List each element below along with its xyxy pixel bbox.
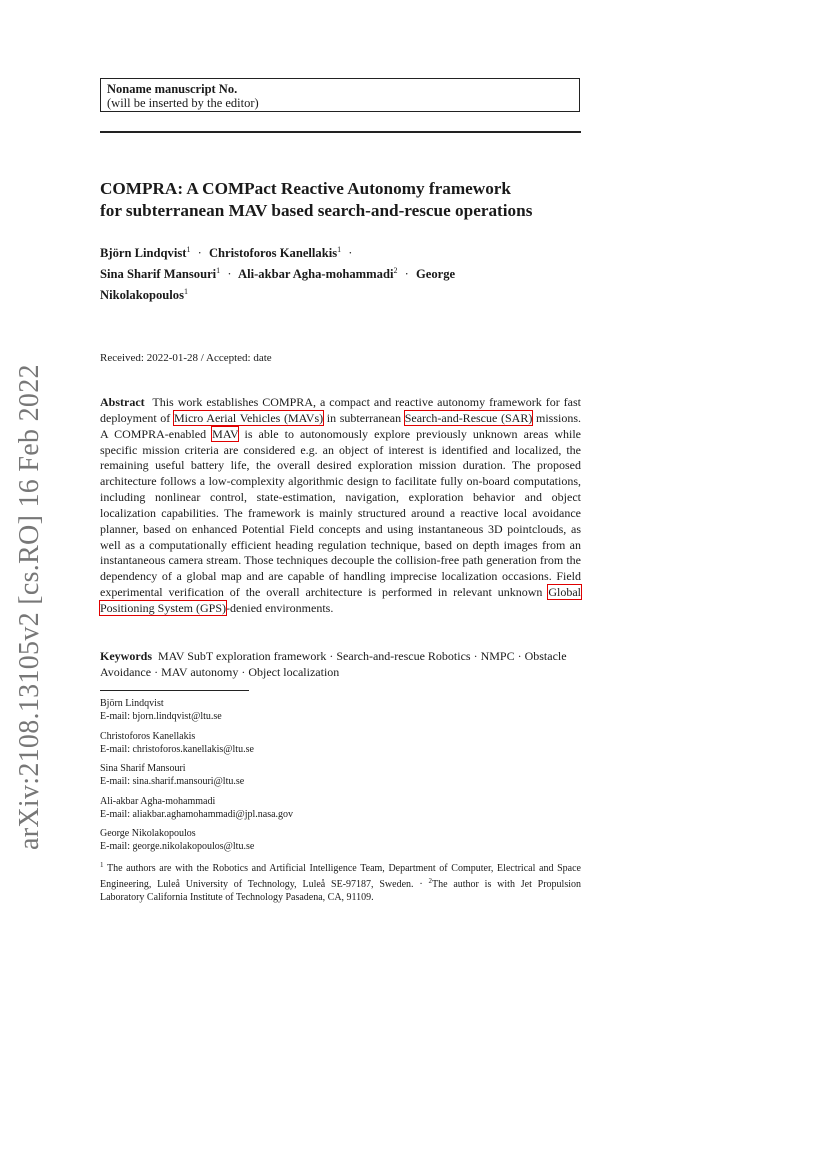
keywords-label: Keywords	[100, 649, 152, 663]
contact-name: George Nikolakopoulos	[100, 828, 196, 839]
arxiv-stamp: arXiv:2108.13105v2 [cs.RO] 16 Feb 2022	[14, 364, 45, 850]
contact-name: Christoforos Kanellakis	[100, 730, 196, 742]
header-rule	[100, 131, 581, 133]
contact-email: E-mail: aliakbar.aghamohammadi@jpl.nasa.gov	[100, 808, 294, 820]
contact-name: Ali-akbar Agha-mohammadi	[100, 795, 216, 807]
author-separator: ·	[227, 267, 232, 281]
author-name: Christoforos Kanellakis	[208, 246, 338, 260]
author-affil-mark: 1	[337, 245, 342, 254]
acronym-link-gps[interactable]: Global Positioning System (GPS)	[100, 585, 581, 615]
author-name: Sina Sharif Mansouri	[100, 267, 217, 281]
acronym-link-mav-short[interactable]: MAV	[212, 426, 239, 441]
author-contacts	[100, 697, 581, 860]
manuscript-line-1: Noname manuscript No.	[107, 82, 238, 96]
abstract-text: in subterranean	[323, 410, 405, 425]
contact-entry	[100, 730, 581, 756]
contact-entry	[100, 795, 581, 821]
footnote-rule	[100, 690, 249, 691]
author-name: Ali-akbar Agha-mohammadi	[238, 267, 394, 281]
affil-mark: 1	[100, 861, 104, 869]
keywords-text: MAV SubT exploration framework · Search-and-rescue Robotics · NMPC · Obstacle Avoidance · MAV autonomy · Object localization	[100, 649, 567, 679]
acronym-link-mav[interactable]: Micro Aerial Vehicles (MAVs)	[173, 410, 324, 425]
affil-text: The author is with Jet Propulsion Laboratory California Institute of Technology Pasadena, CA, 91109.	[100, 879, 582, 903]
author-list	[100, 241, 520, 304]
title-line-2: for subterranean MAV based search-and-rescue operations	[100, 201, 533, 220]
abstract	[100, 395, 581, 617]
contact-name: Sina Sharif Mansouri	[100, 763, 186, 774]
acronym-link-sar[interactable]: Search-and-Rescue (SAR)	[404, 410, 533, 425]
contact-name: Björn Lindqvist	[100, 698, 164, 709]
manuscript-box	[100, 78, 580, 112]
author-separator: ·	[197, 246, 202, 260]
affiliation-footnote	[100, 859, 581, 904]
contact-entry	[100, 697, 581, 723]
abstract-text: missions. A COMPRA-enabled	[100, 410, 581, 441]
affil-mark: 2	[428, 877, 432, 885]
contact-entry	[100, 827, 581, 853]
author-affil-mark: 1	[216, 266, 221, 275]
contact-entry	[100, 762, 581, 788]
author-affil-mark: 2	[393, 266, 398, 275]
contact-email: E-mail: christoforos.kanellakis@ltu.se	[100, 743, 254, 755]
abstract-text: is able to autonomously explore previously unknown areas while specific mission criteria are considered e.g. an object of interest is identified and localized, the remaining useful battery life, the overall desired exploration mission duration. The proposed architecture follows a low-complexity algorithmic design to facilitate fully on-board computations, including nonlinear control, state-estimation, navigation, exploration behavior and object localization capabilities. The framework is mainly structured around a reactive local avoidance planner, based on enhanced Potential Field concepts and using instantaneous 3D pointclouds, as well as a computationally efficient heading regulation technique, based on depth images from an instantaneous camera stream. Those techniques decouple the collision-free path generation from the dependency of a global map and are capable of handling imprecise localization occasions. Field experimental verification of the overall architecture is performed in relevant unknown	[100, 426, 582, 600]
contact-email: E-mail: sina.sharif.mansouri@ltu.se	[100, 776, 245, 787]
abstract-text: This work establishes COMPRA, a compact and reactive autonomy framework for fast deployment of	[100, 395, 581, 425]
abstract-text: -denied environments.	[226, 600, 334, 615]
affil-text: The authors are with the Robotics and Artificial Intelligence Team, Department of Computer, Electrical and Space Engineering, Luleå University of Technology, Luleå SE-97187, Sweden. ·	[100, 863, 581, 890]
author-name: George Nikolakopoulos	[100, 267, 456, 302]
contact-email: E-mail: bjorn.lindqvist@ltu.se	[100, 711, 222, 722]
author-separator: ·	[404, 267, 409, 281]
author-affil-mark: 1	[186, 245, 191, 254]
paper-title	[100, 178, 620, 222]
keywords	[100, 648, 581, 680]
title-line-1: COMPRA: A COMPact Reactive Autonomy framework	[100, 179, 511, 198]
author-separator: ·	[348, 246, 353, 260]
manuscript-line-2: (will be inserted by the editor)	[107, 96, 259, 110]
contact-email: E-mail: george.nikolakopoulos@ltu.se	[100, 841, 255, 852]
received-date: Received: 2022-01-28 / Accepted: date	[100, 352, 272, 364]
author-affil-mark: 1	[184, 287, 188, 296]
abstract-label: Abstract	[100, 395, 145, 409]
author-name: Björn Lindqvist	[100, 246, 187, 260]
